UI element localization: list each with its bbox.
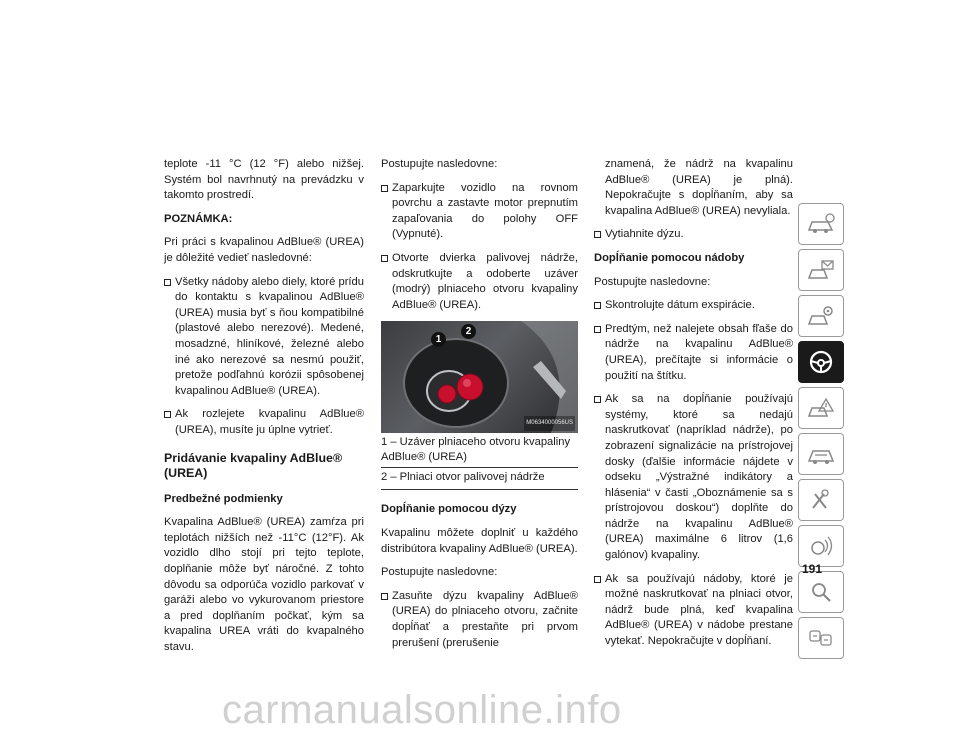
list-item: Predtým, než nalejete obsah fľaše do nádrže na kvapalinu AdBlue® (UREA), prečítajte si informácie o použití na štítku. <box>594 322 793 384</box>
figure-caption <box>381 433 578 490</box>
nozzle-steps-cont-list <box>594 227 793 243</box>
subsection-title: Dopĺňanie pomocou dýzy <box>381 503 517 516</box>
middle-column <box>381 157 578 659</box>
subsection-title: Dopĺňanie pomocou nádoby <box>594 251 745 264</box>
subsection-title: Predbežné podmienky <box>164 492 283 505</box>
list-item: Všetky nádoby alebo diely, ktoré prídu do kontaktu s kvapalinou AdBlue® (UREA) musia byť s ňou kompatibilné (plastové alebo nerezové). Medené, mosadzné, hliníkové, železné alebo iné ako nerezové sa nesmú použiť, pretože podľahnú korózii spôsobenej kvapalinou AdBlue® (UREA). <box>164 275 364 400</box>
car-warning-icon <box>806 396 836 420</box>
list-item: Ak sa na dopĺňanie používajú systémy, ktoré sa nedajú naskrutkovať (napríklad nádrže), po zobrazení signalizácie na prístrojovej dosky (ďalšie informácie nájdete v odseku „Výstražné indikátory a hlásenia“ v časti „Oboznámenie sa s prístrojovou doskou“) doplňte do nádrže na kvapalinu AdBlue® (UREA) maximálne 6 litrov (1,6 galónov) kvapaliny. <box>594 392 793 564</box>
steps-intro-3: Postupujte nasledovne: <box>594 275 711 288</box>
steering-wheel-icon <box>806 349 836 375</box>
tab-multimedia[interactable] <box>798 525 844 567</box>
right-column <box>594 157 793 658</box>
list-item: Skontrolujte dátum exspirácie. <box>594 298 793 314</box>
caption-line-2: 2 – Plniaci otvor palivovej nádrže <box>381 467 578 487</box>
tab-language[interactable] <box>798 617 844 659</box>
page-number: 191 <box>801 562 822 576</box>
left-column <box>164 157 364 664</box>
car-service-icon <box>806 442 836 466</box>
caption-line-1: 1 – Uzáver plniaceho otvoru kvapaliny AdBlue® (UREA) <box>381 436 571 464</box>
note-text: Pri práci s kvapalinou AdBlue® (UREA) je dôležité vedieť nasledovné: <box>164 236 364 264</box>
figure-code: M0634000056US <box>524 416 575 432</box>
car-mail-icon <box>806 258 836 282</box>
tab-car-settings[interactable] <box>798 295 844 337</box>
note-bullet-list <box>164 275 364 439</box>
tab-car-info[interactable] <box>798 203 844 245</box>
car-settings-icon <box>806 304 836 328</box>
list-item: Ak rozlejete kvapalinu AdBlue® (UREA), musíte ju úplne vytrieť. <box>164 407 364 438</box>
list-item: Zaparkujte vozidlo na rovnom povrchu a zastavte motor prepnutím zapaľovania do polohy OFF (Vypnuté). <box>381 181 578 243</box>
tab-car-service[interactable] <box>798 433 844 475</box>
tab-search-index[interactable] <box>798 571 844 613</box>
conditions-paragraph: Kvapalina AdBlue® (UREA) zamŕza pri teplotách nižších než -11°C (12°F). Ak vozidlo dlho stojí pri tejto teplote, doplňanie môže byť náročné. Z tohto dôvodu sa odporúča vozidlo parkovať v garáži alebo vo vykurovanom priestore a pred doplňaním počkať, kým sa kvapalina UREA vráti do kvapalného stavu. <box>164 516 364 654</box>
list-item: Zasuňte dýzu kvapaliny AdBlue® (UREA) do plniaceho otvoru, začnite dopĺňať a prestaňte pri prvom prerušení (prerušenie <box>381 589 578 651</box>
intro-paragraph: teplote -11 °C (12 °F) alebo nižšej. Systém bol navrhnutý na prevádzku v takomto prostredí. <box>164 158 364 202</box>
note-title: POZNÁMKA: <box>164 212 233 225</box>
list-item: Ak sa používajú nádoby, ktoré je možné naskrutkovať na plniaci otvor, nádrž bude plná, keď kvapalina AdBlue® (UREA) v nádobe prestane vytekať. Nepokračujte v dopĺňaní. <box>594 572 793 650</box>
multimedia-icon <box>806 534 836 558</box>
continued-paragraph: znamená, že nádrž na kvapalinu AdBlue® (UREA) je plná). Nepokračujte s dopĺňaním, aby sa kvapalina AdBlue® (UREA) nevyliala. <box>605 158 793 217</box>
language-icon <box>806 626 836 650</box>
list-item: Otvorte dvierka palivovej nádrže, odskrutkujte a odoberte uzáver (modrý) plniaceho otvoru kvapaliny AdBlue® (UREA). <box>381 251 578 313</box>
tab-steering[interactable] <box>798 341 844 383</box>
search-index-icon <box>806 580 836 604</box>
car-info-icon <box>806 212 836 236</box>
filler-cap-figure <box>381 321 578 433</box>
steps-intro-2: Postupujte nasledovne: <box>381 566 498 579</box>
tab-car-mail[interactable] <box>798 249 844 291</box>
container-steps-list <box>594 298 793 649</box>
callout-2: 2 <box>461 324 476 339</box>
tab-car-warning[interactable] <box>798 387 844 429</box>
section-title: Pridávanie kvapaliny AdBlue® (UREA) <box>164 450 343 481</box>
watermark: carmanualsonline.info <box>222 688 622 732</box>
list-item: Vytiahnite dýzu. <box>594 227 793 243</box>
callout-1: 1 <box>431 332 446 347</box>
steps-list <box>381 181 578 314</box>
nozzle-paragraph: Kvapalinu môžete doplniť u každého distribútora kvapaliny AdBlue® (UREA). <box>381 526 578 555</box>
tab-tools[interactable] <box>798 479 844 521</box>
steps-intro: Postupujte nasledovne: <box>381 158 498 170</box>
nozzle-steps-list <box>381 589 578 651</box>
chapter-tabs <box>798 203 844 663</box>
tools-icon <box>806 488 836 512</box>
